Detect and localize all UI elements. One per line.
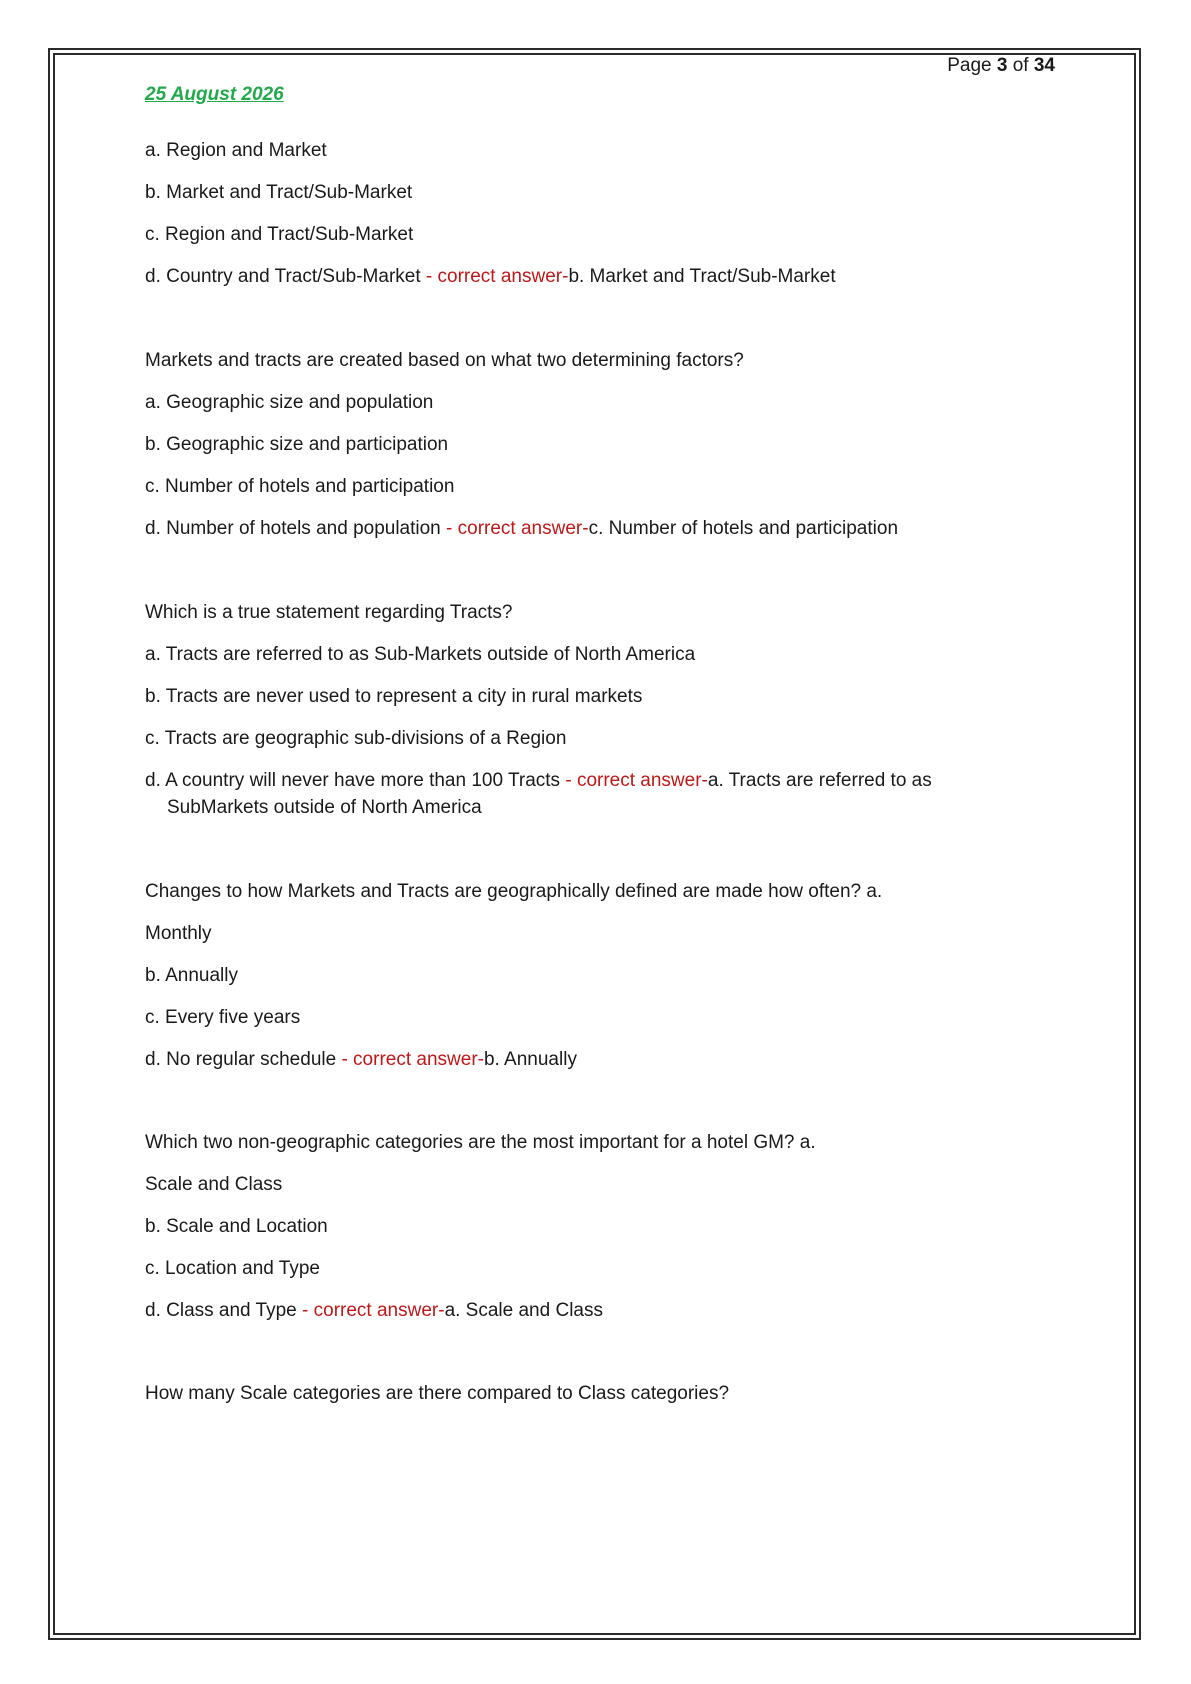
option-a: Monthly [145, 923, 212, 944]
option-c: c. Tracts are geographic sub-divisions of a Region [145, 728, 567, 749]
question: Which is a true statement regarding Tracts? [145, 602, 513, 623]
option-b: b. Scale and Location [145, 1216, 328, 1237]
current-page: 3 [996, 55, 1008, 76]
correct-answer: b. Annually [483, 1049, 577, 1070]
option-a: a. Geographic size and population [145, 392, 434, 413]
correct-answer-continued: SubMarkets outside of North America [167, 797, 482, 818]
option-b: b. Market and Tract/Sub-Market [145, 182, 413, 203]
correct-answer-marker: - correct answer- [425, 266, 569, 287]
correct-answer-marker: - correct answer- [565, 770, 708, 791]
option-b: b. Geographic size and participation [145, 434, 449, 455]
option-c: c. Region and Tract/Sub-Market [145, 224, 414, 245]
correct-answer-marker: - correct answer- [302, 1300, 445, 1321]
document-date: 25 August 2026 [145, 84, 284, 105]
option-d-with-answer: d. No regular schedule - correct answer-b. Annually [145, 1049, 577, 1070]
option-a: a. Region and Market [145, 140, 327, 161]
correct-answer: c. Number of hotels and participation [588, 518, 899, 539]
question: Changes to how Markets and Tracts are geographically defined are made how often? a. [145, 881, 883, 902]
option-a: Scale and Class [145, 1174, 283, 1195]
option-d-with-answer: d. Class and Type - correct answer-a. Scale and Class [145, 1300, 603, 1321]
correct-answer: a. Tracts are referred to as [707, 770, 932, 791]
total-pages: 34 [1033, 55, 1055, 76]
option-b: b. Annually [145, 965, 238, 986]
question: How many Scale categories are there compared to Class categories? [145, 1383, 730, 1404]
option-d-with-answer: d. Country and Tract/Sub-Market - correct answer-b. Market and Tract/Sub-Market [145, 266, 836, 287]
page-number: Page 3 of 34 [947, 55, 1055, 76]
option-c: c. Location and Type [145, 1258, 320, 1279]
correct-answer: a. Scale and Class [444, 1300, 603, 1321]
option-b: b. Tracts are never used to represent a city in rural markets [145, 686, 643, 707]
correct-answer: b. Market and Tract/Sub-Market [568, 266, 836, 287]
option-a: a. Tracts are referred to as Sub-Markets outside of North America [145, 644, 696, 665]
option-c: c. Number of hotels and participation [145, 476, 455, 497]
correct-answer-marker: - correct answer- [446, 518, 589, 539]
option-d-with-answer: d. A country will never have more than 100 Tracts - correct answer-a. Tracts are referred to as [145, 770, 932, 791]
question: Markets and tracts are created based on what two determining factors? [145, 350, 744, 371]
correct-answer-marker: - correct answer- [341, 1049, 484, 1070]
option-d-with-answer: d. Number of hotels and population - correct answer-c. Number of hotels and participation [145, 518, 899, 539]
option-c: c. Every five years [145, 1007, 301, 1028]
question: Which two non-geographic categories are the most important for a hotel GM? a. [145, 1132, 816, 1153]
